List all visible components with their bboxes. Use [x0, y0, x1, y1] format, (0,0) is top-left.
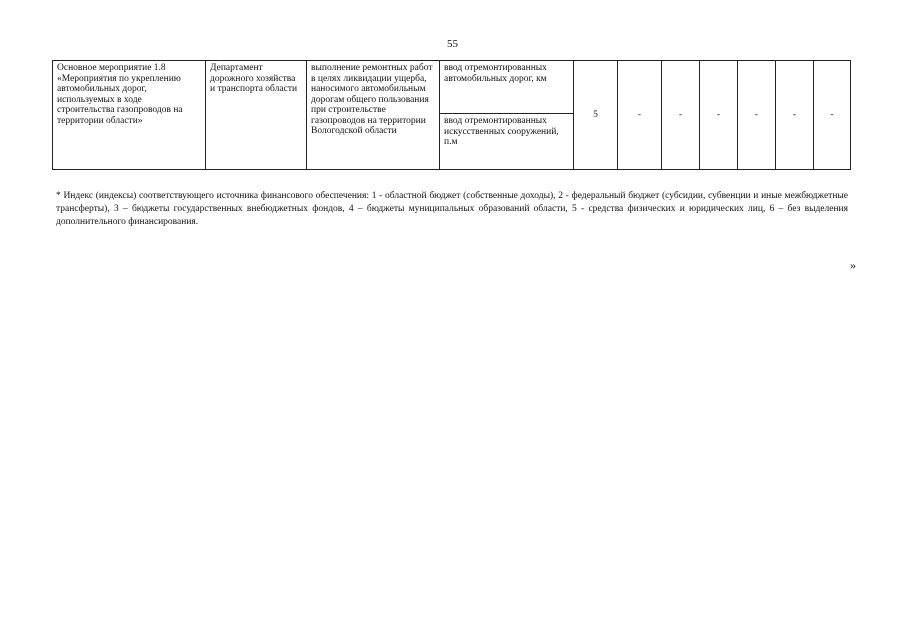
- value-cell: -: [814, 61, 851, 170]
- value-cell: -: [618, 61, 662, 170]
- indicator-cell: ввод отремонтированных искусственных сооружений, п.м: [440, 114, 574, 170]
- page-number: 55: [447, 38, 458, 50]
- value-cell: -: [700, 61, 738, 170]
- value-cell: -: [738, 61, 776, 170]
- value-cell: 5: [574, 61, 618, 170]
- result-cell: выполнение ремонтных работ в целях ликвидации ущерба, наносимого автомобильным дорогам общего пользования при строительстве газопроводов на территории Вологодской области: [307, 61, 440, 170]
- value-cell: -: [662, 61, 700, 170]
- program-table: [52, 60, 851, 170]
- value-cell: -: [776, 61, 814, 170]
- footnote: * Индекс (индексы) соответствующего источника финансового обеспечения: 1 - областной бюджет (собственные доходы), 2 - федеральный бюджет (субсидии, субвенции и иные межбюджетные трансферты), 3 – бюджеты государственных внебюджетных фондов, 4 – бюджеты муниципальных образований области, 5 - средства физических и юридических лиц, 6 – без выделения дополнительного финансирования.: [56, 191, 848, 227]
- executor-cell: Департамент дорожного хозяйства и транспорта области: [206, 61, 307, 170]
- indicator-cell: ввод отремонтированных автомобильных дорог, км: [440, 61, 574, 114]
- activity-cell: Основное мероприятие 1.8 «Мероприятия по укреплению автомобильных дорог, используемых в ходе строительства газопроводов на территории области»: [53, 61, 206, 170]
- closing-quote: »: [850, 258, 856, 272]
